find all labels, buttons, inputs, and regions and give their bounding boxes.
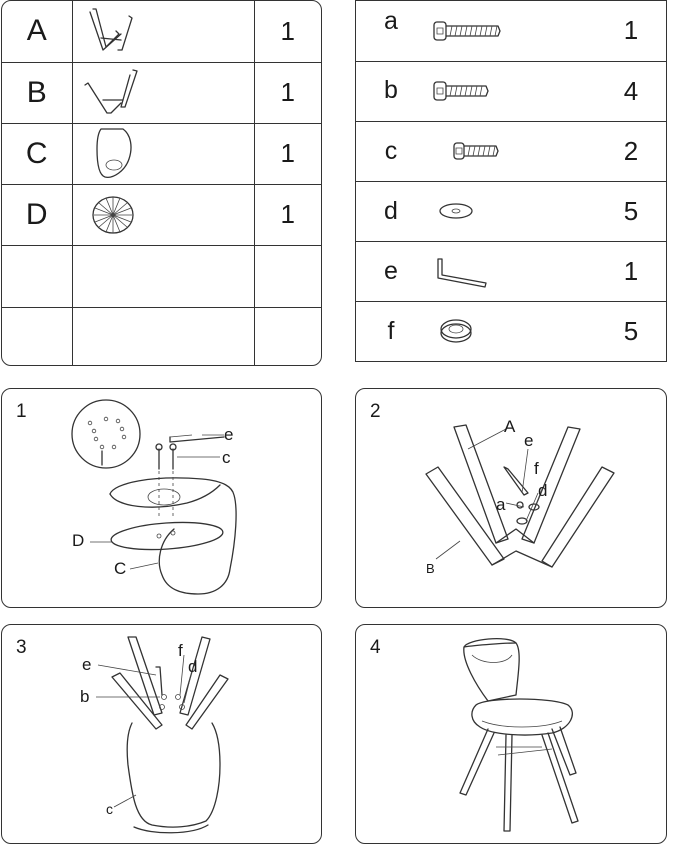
table-row — [356, 241, 666, 301]
callout-d: d — [188, 657, 198, 676]
part-letter: D — [25, 197, 48, 231]
cushion-icon — [73, 187, 153, 242]
part-letter: A — [26, 14, 47, 48]
part-qty: 1 — [623, 15, 639, 46]
callout-c: c — [106, 801, 113, 817]
step-number: 1 — [16, 401, 27, 422]
part-letter: c — [384, 136, 398, 165]
table-row — [2, 62, 321, 123]
table-row — [2, 123, 321, 184]
part-qty: 2 — [623, 135, 639, 166]
part-qty: 1 — [280, 15, 295, 46]
parts-table-left — [1, 0, 322, 366]
part-qty: 1 — [280, 77, 295, 107]
callout-f: f — [534, 459, 539, 478]
callout-d: d — [538, 481, 548, 500]
callout-b: b — [80, 687, 90, 706]
part-qty: 1 — [280, 199, 295, 229]
spring-washer-icon — [426, 314, 486, 348]
table-row — [356, 181, 666, 241]
step-3-panel — [1, 624, 322, 844]
assembled-chair-icon — [356, 625, 666, 843]
step-1-panel — [1, 388, 322, 608]
part-letter: a — [384, 7, 398, 35]
callout-e: e — [224, 425, 234, 444]
callout-D: D — [72, 531, 85, 550]
step-3-diagram — [2, 625, 321, 843]
callout-e: e — [524, 431, 534, 450]
seat-shell-icon — [73, 125, 153, 183]
part-qty: 1 — [623, 255, 639, 286]
callout-A: A — [504, 417, 516, 436]
step-number: 3 — [16, 637, 27, 658]
table-row — [356, 61, 666, 121]
long-screw-icon — [426, 16, 506, 46]
callout-e: e — [82, 655, 92, 674]
table-row — [356, 121, 666, 181]
part-qty: 4 — [623, 75, 639, 106]
parts-table-right — [355, 0, 667, 362]
table-row — [356, 1, 666, 61]
callout-B: B — [426, 561, 435, 576]
leg-frame-a-icon — [73, 4, 153, 59]
table-row — [2, 1, 321, 62]
table-row — [2, 307, 321, 365]
part-letter: B — [26, 75, 47, 109]
step-2-panel — [355, 388, 667, 608]
step-number: 4 — [370, 637, 381, 658]
table-row — [2, 245, 321, 307]
step-1-diagram — [2, 389, 321, 607]
callout-f: f — [178, 641, 183, 660]
short-screw-icon — [446, 136, 516, 166]
callout-C: C — [114, 559, 127, 578]
flat-washer-icon — [426, 196, 486, 226]
part-qty: 5 — [623, 315, 639, 346]
part-letter: b — [384, 75, 398, 104]
part-letter: e — [384, 256, 398, 285]
part-letter: d — [384, 196, 398, 225]
step-4-panel — [355, 624, 667, 844]
part-qty: 5 — [623, 195, 639, 226]
table-row — [2, 184, 321, 245]
part-letter: f — [387, 316, 395, 345]
part-letter: C — [25, 136, 48, 170]
allen-key-icon — [426, 253, 496, 289]
step-number: 2 — [370, 401, 381, 422]
leg-frame-b-icon — [73, 65, 153, 120]
callout-c: c — [222, 448, 231, 467]
callout-a: a — [496, 495, 506, 514]
table-row — [356, 301, 666, 361]
part-qty: 1 — [280, 138, 295, 168]
medium-screw-icon — [426, 76, 496, 106]
